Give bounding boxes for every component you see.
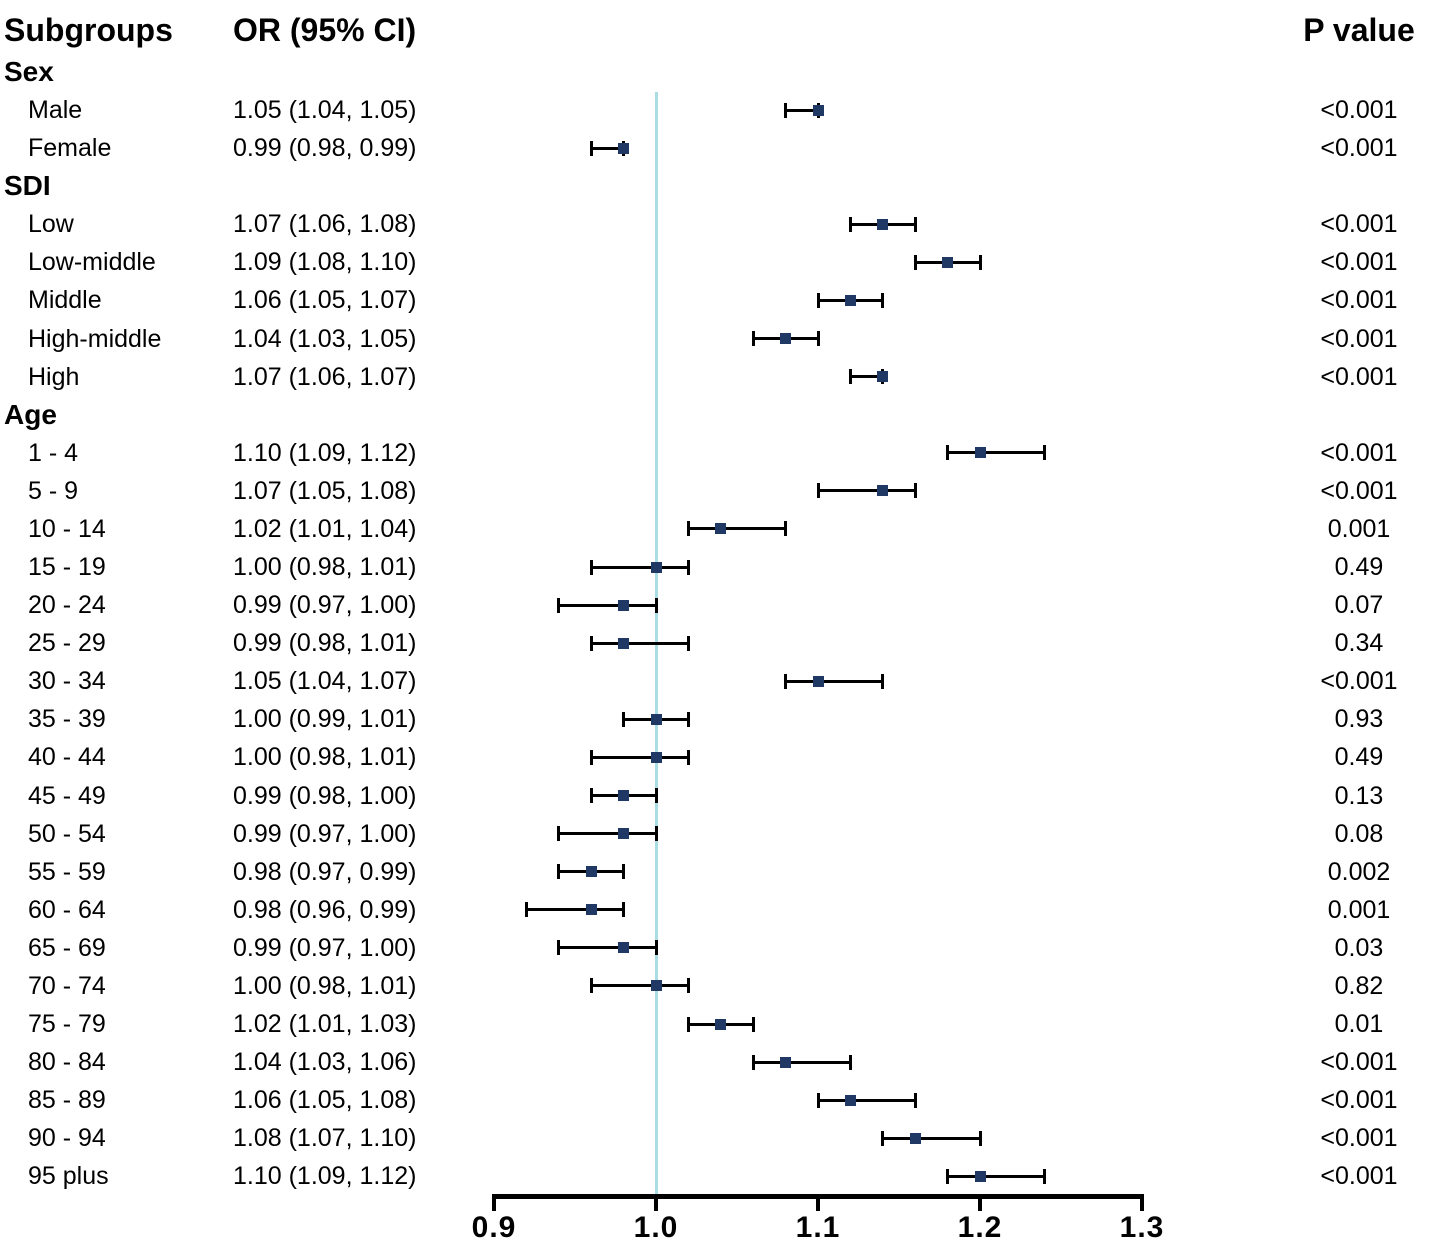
ci-error-bar	[818, 489, 915, 492]
or-ci-value: 0.99 (0.97, 1.00)	[233, 591, 417, 620]
column-header-p-value: P value	[1303, 12, 1415, 48]
ci-error-bar	[948, 1175, 1045, 1178]
or-ci-value: 1.07 (1.06, 1.08)	[233, 210, 417, 239]
ci-cap-left	[525, 902, 528, 917]
or-ci-value: 1.02 (1.01, 1.03)	[233, 1010, 417, 1038]
or-point-marker	[715, 1019, 726, 1030]
p-value: 0.03	[1334, 933, 1384, 962]
or-point-marker	[618, 143, 629, 154]
or-ci-value: 1.00 (0.98, 1.01)	[233, 971, 417, 1000]
group-label-sdi: SDI	[4, 170, 51, 202]
p-value: 0.93	[1334, 705, 1384, 734]
subgroup-label: High-middle	[28, 324, 162, 353]
x-axis-tick-label: 1.2	[957, 1211, 1003, 1244]
ci-cap-left	[590, 141, 593, 156]
ci-cap-right	[1043, 445, 1046, 460]
ci-error-bar	[883, 1137, 980, 1140]
subgroup-label: 35 - 39	[28, 705, 106, 734]
ci-cap-right	[881, 674, 884, 689]
p-value: <0.001	[1320, 1048, 1398, 1077]
ci-cap-right	[784, 521, 787, 536]
ci-error-bar	[948, 451, 1045, 454]
ci-cap-left	[590, 636, 593, 651]
p-value: 0.49	[1334, 743, 1384, 772]
or-point-marker	[813, 105, 824, 116]
subgroup-label: 50 - 54	[28, 819, 106, 848]
p-value: 0.002	[1327, 857, 1391, 886]
subgroup-label: Low-middle	[28, 248, 156, 277]
or-point-marker	[813, 676, 824, 687]
ci-cap-left	[752, 1055, 755, 1070]
ci-cap-right	[687, 750, 690, 765]
or-point-marker	[715, 523, 726, 534]
subgroup-label: High	[28, 362, 80, 391]
or-ci-value: 1.05 (1.04, 1.07)	[233, 667, 417, 696]
or-ci-value: 1.08 (1.07, 1.10)	[233, 1124, 417, 1153]
ci-cap-left	[590, 560, 593, 575]
or-ci-value: 1.07 (1.05, 1.08)	[233, 476, 417, 505]
subgroup-label: 10 - 14	[28, 514, 106, 543]
subgroup-label: Male	[28, 96, 83, 125]
or-point-marker	[618, 600, 629, 611]
ci-cap-left	[946, 1169, 949, 1184]
ci-cap-left	[946, 445, 949, 460]
subgroup-label: 65 - 69	[28, 933, 106, 962]
ci-cap-right	[979, 255, 982, 270]
p-value: <0.001	[1320, 324, 1398, 353]
subgroup-label: 55 - 59	[28, 857, 106, 886]
ci-cap-left	[881, 1131, 884, 1146]
or-ci-value: 1.02 (1.01, 1.04)	[233, 514, 417, 543]
ci-cap-right	[1043, 1169, 1046, 1184]
ci-cap-right	[687, 560, 690, 575]
ci-error-bar	[818, 1099, 915, 1102]
ci-error-bar	[753, 1061, 850, 1064]
subgroup-label: 25 - 29	[28, 629, 106, 658]
or-point-marker	[651, 714, 662, 725]
or-ci-value: 1.10 (1.09, 1.12)	[233, 438, 417, 467]
subgroup-label: 15 - 19	[28, 553, 106, 582]
p-value: <0.001	[1320, 286, 1398, 315]
or-ci-value: 1.04 (1.03, 1.05)	[233, 324, 417, 353]
ci-cap-left	[557, 940, 560, 955]
subgroup-label: Middle	[28, 286, 102, 315]
p-value: <0.001	[1320, 1086, 1398, 1115]
ci-cap-right	[655, 788, 658, 803]
subgroup-label: 60 - 64	[28, 895, 106, 924]
subgroup-label: Female	[28, 134, 112, 163]
ci-error-bar	[591, 756, 688, 759]
or-point-marker	[877, 371, 888, 382]
or-point-marker	[586, 866, 597, 877]
ci-error-bar	[526, 908, 623, 911]
ci-cap-right	[914, 217, 917, 232]
p-value: <0.001	[1320, 1162, 1398, 1191]
column-header-subgroups: Subgroups	[4, 12, 173, 48]
p-value: <0.001	[1320, 210, 1398, 239]
ci-cap-left	[752, 331, 755, 346]
p-value: <0.001	[1320, 438, 1398, 467]
ci-error-bar	[591, 642, 688, 645]
or-point-marker	[877, 219, 888, 230]
ci-cap-left	[849, 369, 852, 384]
or-point-marker	[586, 904, 597, 915]
group-label-sex: Sex	[4, 56, 54, 87]
ci-cap-left	[817, 483, 820, 498]
or-point-marker	[910, 1133, 921, 1144]
x-axis-tick-label: 1.0	[633, 1211, 679, 1244]
ci-cap-left	[557, 864, 560, 879]
ci-cap-right	[752, 1017, 755, 1032]
ci-error-bar	[559, 946, 656, 949]
subgroup-label: 85 - 89	[28, 1086, 106, 1115]
ci-cap-right	[655, 826, 658, 841]
x-axis-tick-1.2	[978, 1194, 982, 1211]
subgroup-label: 80 - 84	[28, 1048, 106, 1077]
column-header-or-ci: OR (95% CI)	[233, 12, 417, 48]
or-ci-value: 1.00 (0.98, 1.01)	[233, 743, 417, 772]
p-value: <0.001	[1320, 134, 1398, 163]
or-point-marker	[618, 790, 629, 801]
ci-cap-right	[622, 864, 625, 879]
p-value: 0.07	[1334, 591, 1384, 620]
or-point-marker	[845, 1095, 856, 1106]
or-ci-value: 1.00 (0.98, 1.01)	[233, 553, 417, 582]
or-point-marker	[780, 1057, 791, 1068]
ci-error-bar	[688, 527, 785, 530]
or-ci-value: 0.99 (0.97, 1.00)	[233, 819, 417, 848]
x-axis-tick-label: 0.9	[471, 1211, 517, 1244]
subgroup-label: Low	[28, 210, 74, 239]
ci-cap-left	[590, 788, 593, 803]
ci-cap-left	[590, 750, 593, 765]
or-ci-value: 1.05 (1.04, 1.05)	[233, 96, 417, 125]
group-label-age: Age	[4, 398, 57, 430]
ci-cap-left	[817, 293, 820, 308]
subgroup-label: 20 - 24	[28, 591, 106, 620]
x-axis-tick-1.1	[816, 1194, 820, 1211]
or-point-marker	[975, 1171, 986, 1182]
p-value: 0.08	[1334, 819, 1384, 848]
ci-cap-left	[622, 712, 625, 727]
ci-cap-right	[817, 331, 820, 346]
p-value: <0.001	[1320, 362, 1398, 391]
ci-cap-left	[590, 978, 593, 993]
x-axis-tick-0.9	[492, 1194, 496, 1211]
x-axis-tick-label: 1.3	[1119, 1211, 1165, 1244]
subgroup-label: 90 - 94	[28, 1124, 106, 1153]
ci-cap-right	[849, 1055, 852, 1070]
p-value: <0.001	[1320, 96, 1398, 125]
or-point-marker	[618, 942, 629, 953]
or-ci-value: 1.07 (1.06, 1.07)	[233, 362, 417, 391]
or-point-marker	[651, 562, 662, 573]
p-value: 0.49	[1334, 553, 1384, 582]
or-point-marker	[651, 752, 662, 763]
or-point-marker	[618, 638, 629, 649]
p-value: <0.001	[1320, 476, 1398, 505]
x-axis-tick-1.0	[654, 1194, 658, 1211]
ci-error-bar	[591, 984, 688, 987]
ci-error-bar	[786, 680, 883, 683]
ci-cap-right	[622, 902, 625, 917]
ci-cap-right	[687, 978, 690, 993]
or-ci-value: 0.98 (0.97, 0.99)	[233, 857, 417, 886]
or-ci-value: 0.99 (0.98, 1.00)	[233, 781, 417, 810]
ci-cap-left	[687, 1017, 690, 1032]
subgroup-label: 40 - 44	[28, 743, 106, 772]
p-value: 0.13	[1334, 781, 1384, 810]
ci-cap-right	[687, 636, 690, 651]
ci-cap-right	[914, 1093, 917, 1108]
or-ci-value: 1.04 (1.03, 1.06)	[233, 1048, 417, 1077]
x-axis-tick-label: 1.1	[795, 1211, 841, 1244]
subgroup-label: 1 - 4	[28, 438, 79, 467]
p-value: 0.01	[1334, 1010, 1384, 1038]
ci-cap-left	[557, 826, 560, 841]
p-value: 0.34	[1334, 629, 1384, 658]
subgroup-label: 30 - 34	[28, 667, 106, 696]
or-point-marker	[877, 485, 888, 496]
or-point-marker	[618, 828, 629, 839]
ci-cap-left	[914, 255, 917, 270]
subgroup-label: 95 plus	[28, 1162, 109, 1191]
ci-cap-right	[979, 1131, 982, 1146]
x-axis-tick-1.3	[1140, 1194, 1144, 1211]
or-point-marker	[942, 257, 953, 268]
p-value: 0.001	[1327, 514, 1391, 543]
or-ci-value: 0.98 (0.96, 0.99)	[233, 895, 417, 924]
or-point-marker	[651, 980, 662, 991]
p-value: 0.001	[1327, 895, 1391, 924]
ci-cap-right	[881, 293, 884, 308]
or-point-marker	[780, 333, 791, 344]
or-ci-value: 1.09 (1.08, 1.10)	[233, 248, 417, 277]
or-ci-value: 1.06 (1.05, 1.07)	[233, 286, 417, 315]
p-value: <0.001	[1320, 1124, 1398, 1153]
p-value: 0.82	[1334, 971, 1384, 1000]
ci-cap-right	[655, 598, 658, 613]
p-value: <0.001	[1320, 667, 1398, 696]
ci-cap-left	[784, 674, 787, 689]
or-point-marker	[845, 295, 856, 306]
subgroup-label: 45 - 49	[28, 781, 106, 810]
subgroup-label: 70 - 74	[28, 971, 106, 1000]
p-value: <0.001	[1320, 248, 1398, 277]
ci-cap-right	[687, 712, 690, 727]
or-ci-value: 0.99 (0.98, 1.01)	[233, 629, 417, 658]
ci-cap-left	[557, 598, 560, 613]
ci-error-bar	[591, 566, 688, 569]
ci-cap-left	[849, 217, 852, 232]
or-ci-value: 0.99 (0.98, 0.99)	[233, 134, 417, 163]
subgroup-label: 5 - 9	[28, 476, 79, 505]
or-ci-value: 1.10 (1.09, 1.12)	[233, 1162, 417, 1191]
or-ci-value: 1.06 (1.05, 1.08)	[233, 1086, 417, 1115]
ci-error-bar	[559, 604, 656, 607]
or-point-marker	[975, 447, 986, 458]
ci-cap-left	[687, 521, 690, 536]
ci-cap-right	[655, 940, 658, 955]
subgroup-label: 75 - 79	[28, 1010, 106, 1038]
or-ci-value: 1.00 (0.99, 1.01)	[233, 705, 417, 734]
ci-cap-left	[784, 103, 787, 118]
or-ci-value: 0.99 (0.97, 1.00)	[233, 933, 417, 962]
ci-cap-right	[914, 483, 917, 498]
ci-error-bar	[559, 832, 656, 835]
ci-cap-left	[817, 1093, 820, 1108]
